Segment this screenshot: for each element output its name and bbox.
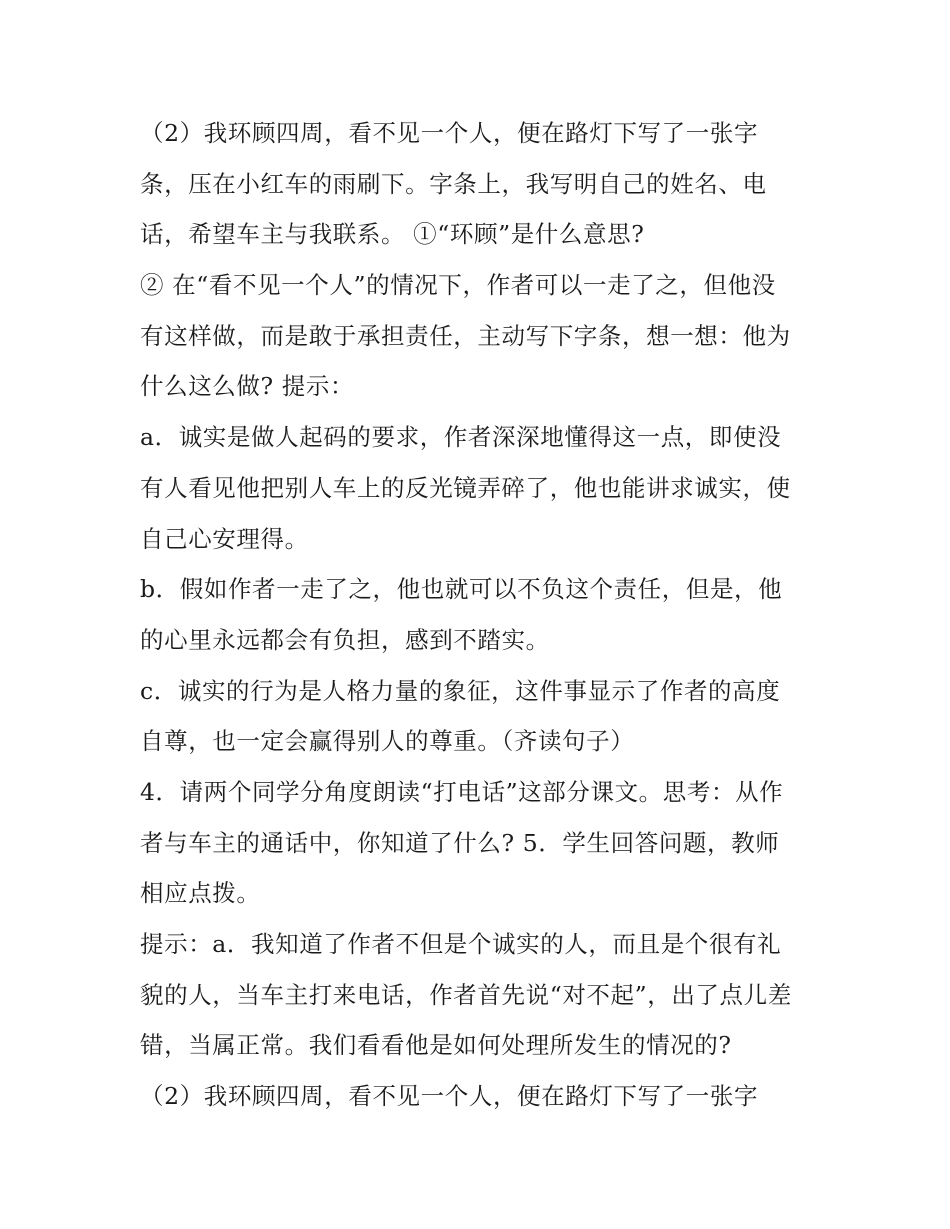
text-line: 话，希望车主与我联系。 ①“环顾”是什么意思?	[140, 220, 645, 249]
text-line: 者与车主的通话中，你知道了什么? 5．学生回答问题，教师	[140, 828, 780, 857]
text-line: 的心里永远都会有负担，感到不踏实。	[140, 625, 550, 654]
text-line: c．诚实的行为是人格力量的象征，这件事显示了作者的高度	[140, 676, 781, 705]
text-line: 相应点拨。	[140, 879, 261, 908]
text-line: （2）我环顾四周，看不见一个人，便在路灯下写了一张字	[140, 1082, 759, 1111]
text-line: 貌的人，当车主打来电话，作者首先说“对不起”，出了点儿差	[140, 980, 792, 1009]
text-line: ② 在“看不见一个人”的情况下，作者可以一走了之，但他没	[140, 271, 776, 300]
document-body	[140, 108, 830, 1122]
text-line: 4．请两个同学分角度朗读“打电话”这部分课文。思考：从作	[140, 777, 784, 806]
text-line: 有这样做，而是敢于承担责任，主动写下字条，想一想：他为	[140, 321, 791, 350]
text-line: 自己心安理得。	[140, 524, 309, 553]
text-line: （2）我环顾四周，看不见一个人，便在路灯下写了一张字	[140, 119, 759, 147]
text-line: 错，当属正常。我们看看他是如何处理所发生的情况的?	[140, 1031, 732, 1060]
text-line: 自尊，也一定会赢得别人的尊重。（齐读句子）	[140, 727, 635, 756]
text-line: a．诚实是做人起码的要求，作者深深地懂得这一点，即使没	[140, 423, 782, 452]
text-line: 什么这么做? 提示：	[140, 372, 355, 401]
text-line: 条，压在小红车的雨刷下。字条上，我写明自己的姓名、电	[140, 169, 767, 198]
text-line: 有人看见他把别人车上的反光镜弄碎了，他也能讲求诚实，使	[140, 473, 791, 502]
text-line: b．假如作者一走了之，他也就可以不负这个责任，但是，他	[140, 575, 783, 604]
text-line: 提示：a．我知道了作者不但是个诚实的人，而且是个很有礼	[140, 930, 782, 958]
